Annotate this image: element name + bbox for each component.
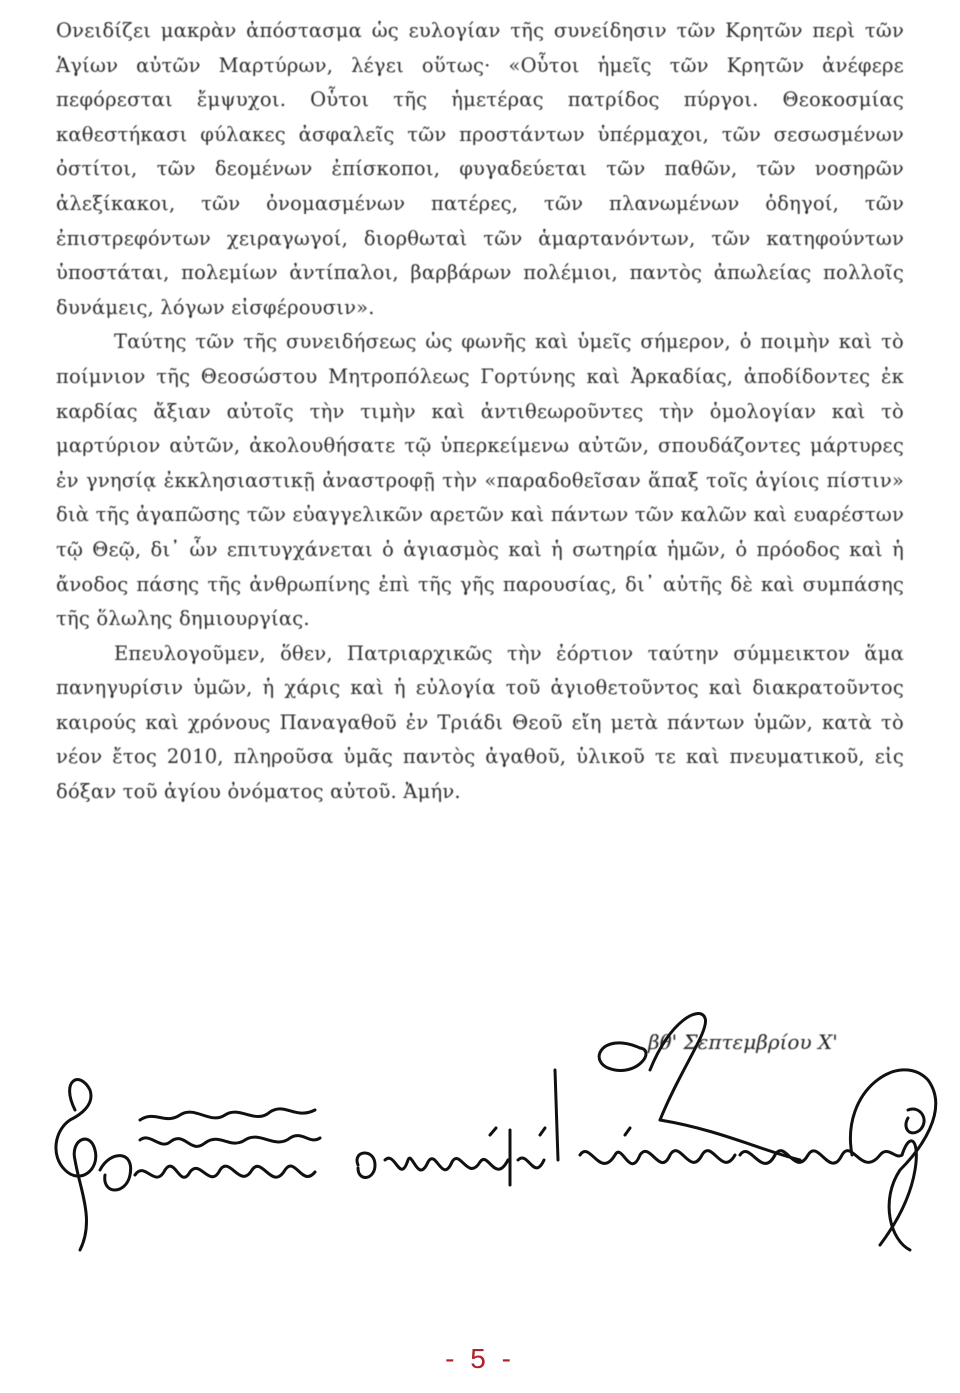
page-number: - 5 - (445, 1343, 515, 1374)
signature-date: βθ' Σεπτεμβρίου Χ' (648, 1030, 838, 1054)
paragraph-2: Ταύτης τῶν τῆς συνειδήσεως ὡς φωνῆς καὶ ὑμεῖς σήμερον, ὁ ποιμὴν καὶ τὸ ποίμνιον τῆς Θεοσώστου Μητροπόλεως Γορτύνης καὶ Ἀρκαδίας, ἀποδίδοντες ἐκ καρδίας ἄξιαν αὐτοῖς τὴν τιμὴν καὶ ἀντιθεωροῦντες τὴν ὁμολογίαν καὶ τὸ μαρτύριον αὐτῶν, ἀκολουθήσατε τῷ ὑπερκείμενω αὐτῶν, σπουδάζοντες μάρτυρες ἐν γνησίᾳ ἐκκλησιαστικῇ ἀναστροφῇ τὴν «παραδοθεῖσαν ἅπαξ τοῖς ἁγίοις πίστιν» διὰ τῆς ἀγαπῶσης τῶν εὐαγγελικῶν αρετῶν καὶ πάντων τῶν καλῶν καὶ ευαρέστων τῷ Θεῷ, δι᾽ ὧν επιτυγχάνεται ὁ ἁγιασμὸς καὶ ἡ σωτηρία ἡμῶν, ὁ πρόοδος καὶ ἡ ἄνοδος πάσης τῆς ἀνθρωπίνης ἐπὶ τῆς γῆς παρουσίας, δι᾽ αὐτῆς δὲ καὶ συμπάσης τῆς ὅλωλης δημιουργίας. (56, 330, 904, 631)
patriarchal-signature (40, 1010, 940, 1260)
paragraph-3: Επευλογοῦμεν, ὅθεν, Πατριαρχικῶς τὴν ἐόρτιον ταύτην σύμμεικτον ἅμα πανηγυρίσιν ὑμῶν, ἡ χάρις καὶ ἡ εὐλογία τοῦ ἁγιοθετοῦντος καὶ διακρατοῦντος καιρούς καὶ χρόνους Παναγαθοῦ ἐν Τριάδι Θεοῦ εἴη μετὰ πάντων ὑμῶν, κατὰ τὸ νέον ἔτος 2010, πληροῦσα ὑμᾶς παντὸς ἀγαθοῦ, ὑλικοῦ τε καὶ πνευματικοῦ, εἰς δόξαν τοῦ ἁγίου ὀνόματος αὐτοῦ. Ἀμήν. (56, 641, 904, 804)
paragraph-1: Ονειδίζει μακρὰν ἀπόστασμα ὡς ευλογίαν τῆς συνείδησιν τῶν Κρητῶν περὶ τῶν Ἁγίων αὐτῶν Μαρτύρων, λέγει οὕτως· «Οὗτοι ἡμεῖς τῶν Κρητῶν ἀνέφερε πεφόρεσται ἔμψυχοι. Οὗτοι τῆς ἡμετέρας πατρίδος πύργοι. Θεοκοσμίας καθεστήκασι φύλακες ἀσφαλεῖς τῶν προστάντων ὑπέρμαχοι, τῶν σεσωσμένων ὀστίτοι, τῶν δεομένων ἐπίσκοποι, φυγαδεύεται τῶν παθῶν, τῶν νοσηρῶν ἀλεξίκακοι, τῶν ὀνομασμένων πατέρες, τῶν πλανωμένων ὁδηγοί, τῶν ἐπιστρεφόντων χειραγωγοί, διορθωταὶ τῶν ἁμαρτανόντων, τῶν κατηφούντων ὑποστάται, πολεμίων ἀντίπαλοι, βαρβάρων πολέμιοι, παντὸς ἀπωλείας πολλοῖς δυνάμεις, λόγων εἰσφέρουσιν». (56, 19, 904, 319)
handwritten-signature-drawing (40, 1010, 940, 1260)
letter-body (56, 14, 904, 810)
